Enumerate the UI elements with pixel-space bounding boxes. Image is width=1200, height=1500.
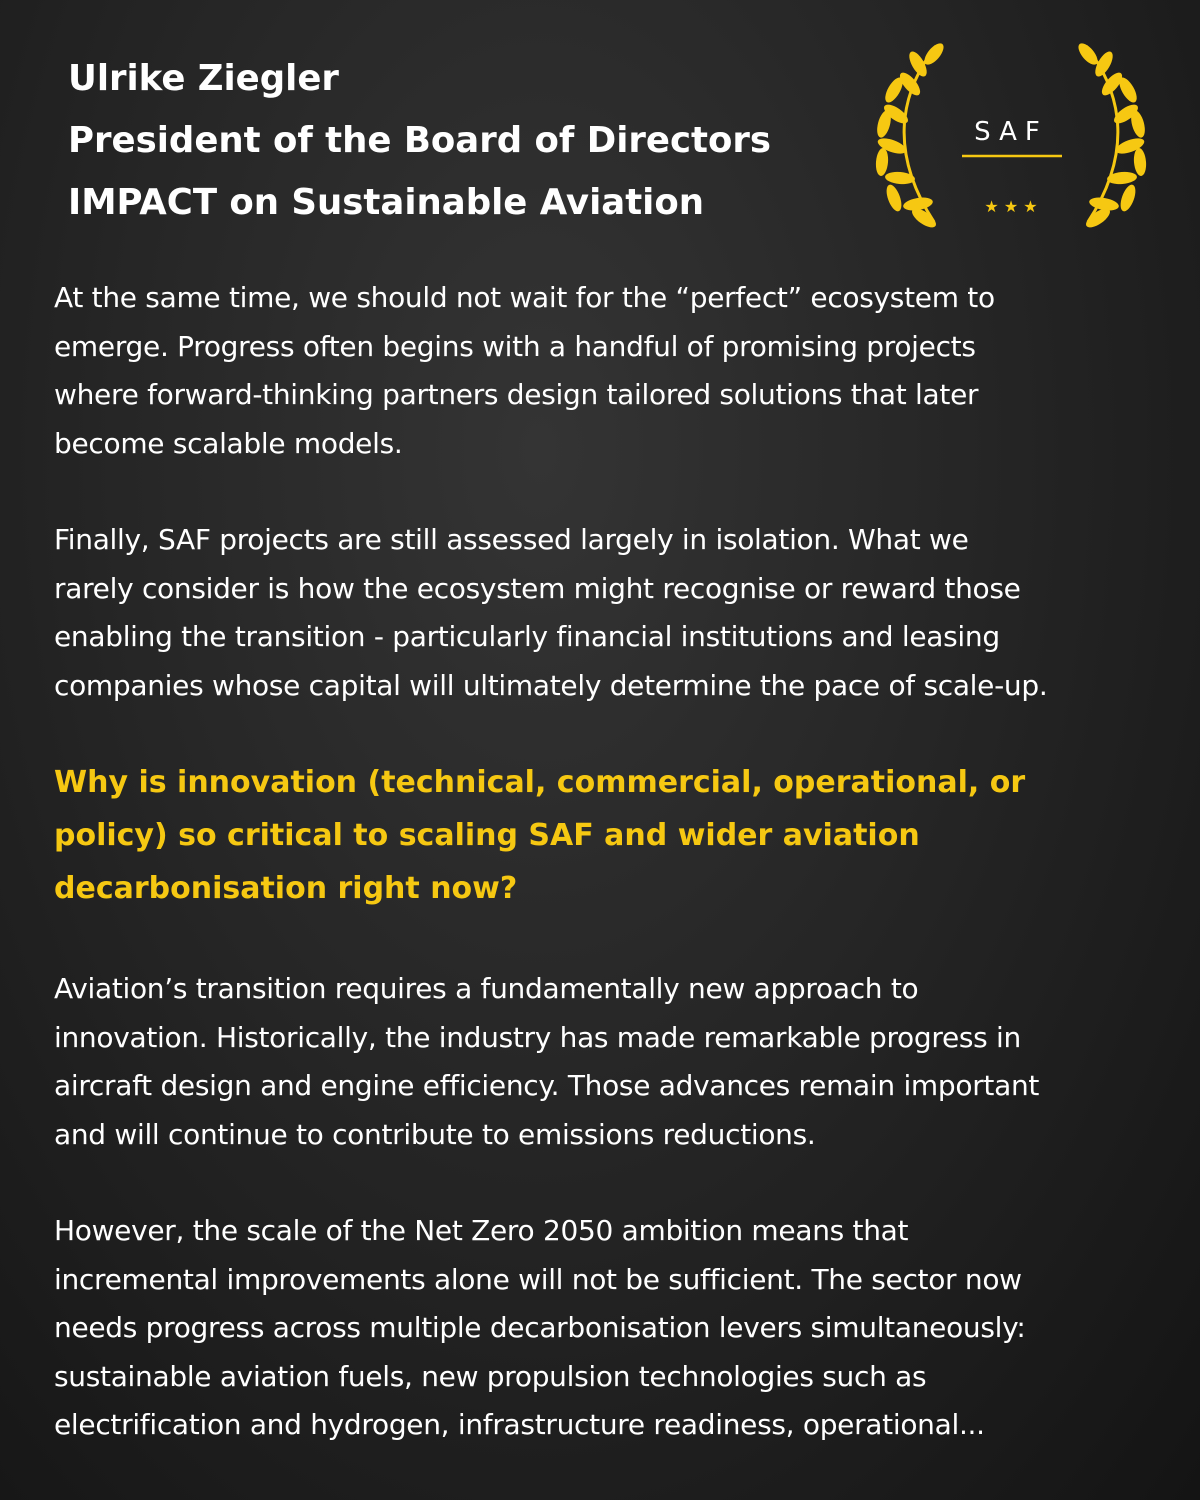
paragraph-line: emerge. Progress often begins with a handful of promising projects — [54, 329, 976, 363]
paragraph-line: innovation. Historically, the industry has made remarkable progress in — [54, 1020, 1021, 1054]
answer-paragraph-2 — [54, 1207, 1154, 1450]
article-body — [54, 274, 1154, 1450]
logo-text: SAF — [974, 117, 1048, 147]
author-affiliation: IMPACT on Sustainable Aviation — [68, 182, 705, 223]
paragraph-line: rarely consider is how the ecosystem might recognise or reward those — [54, 571, 1021, 605]
header — [68, 48, 771, 234]
paragraph-line: electrification and hydrogen, infrastructure readiness, operational... — [54, 1408, 985, 1441]
paragraph-line: Finally, SAF projects are still assessed largely in isolation. What we — [54, 523, 969, 556]
author-name: Ulrike Ziegler — [68, 58, 339, 99]
saf-logo — [872, 42, 1150, 230]
paragraph-line: companies whose capital will ultimately determine the pace of scale-up. — [54, 668, 1048, 702]
paragraph-line: However, the scale of the Net Zero 2050 ambition means that — [54, 1214, 909, 1247]
paragraph-line: sustainable aviation fuels, new propulsion technologies such as — [54, 1359, 927, 1393]
laurel-wreath-icon — [872, 42, 1150, 230]
paragraph-line: Aviation’s transition requires a fundamentally new approach to — [54, 972, 919, 1005]
paragraph-line: where forward-thinking partners design tailored solutions that later — [54, 378, 979, 411]
interview-question — [54, 756, 1154, 915]
paragraph-line: enabling the transition - particularly financial institutions and leasing — [54, 620, 1000, 653]
answer-paragraph-1 — [54, 965, 1154, 1159]
paragraph-line: needs progress across multiple decarbonisation levers simultaneously: — [54, 1311, 1026, 1344]
author-role: President of the Board of Directors — [68, 120, 771, 161]
question-line: policy) so critical to scaling SAF and wider aviation — [54, 818, 920, 853]
logo-stars: ★ ★ ★ — [984, 197, 1038, 216]
paragraph-line: aircraft design and engine efficiency. Those advances remain important — [54, 1069, 1040, 1102]
paragraph-line: and will continue to contribute to emissions reductions. — [54, 1117, 816, 1151]
paragraph-2 — [54, 516, 1154, 710]
paragraph-line: At the same time, we should not wait for the “perfect” ecosystem to — [54, 281, 995, 314]
paragraph-line: become scalable models. — [54, 426, 403, 460]
paragraph-line: incremental improvements alone will not be sufficient. The sector now — [54, 1262, 1022, 1296]
question-line: Why is innovation (technical, commercial, operational, or — [54, 765, 1026, 800]
question-line: decarbonisation right now? — [54, 871, 518, 906]
paragraph-1 — [54, 274, 1154, 468]
